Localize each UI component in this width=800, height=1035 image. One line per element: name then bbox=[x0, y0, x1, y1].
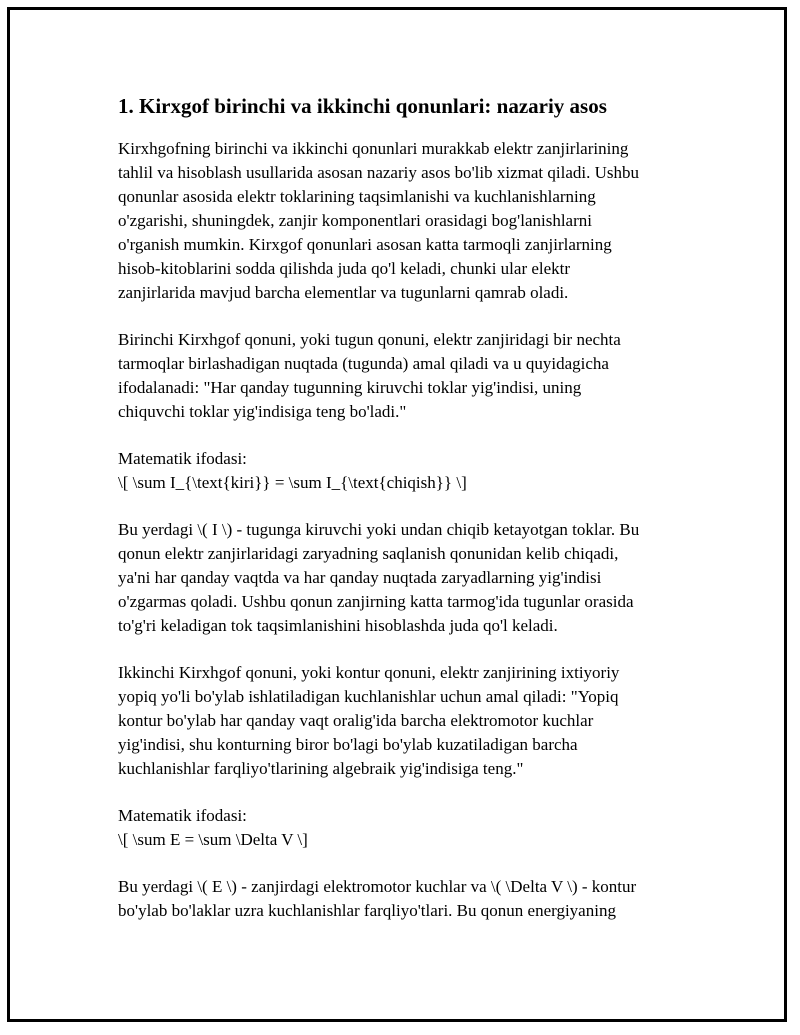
paragraph bbox=[118, 328, 693, 424]
text-line: Bu yerdagi \( E \) - zanjirdagi elektromotor kuchlar va \( \Delta V \) - kontur bbox=[118, 877, 637, 896]
text-line: o'rganish mumkin. Kirxgof qonunlari asosan katta tarmoqli zanjirlarning bbox=[118, 235, 612, 254]
paragraph bbox=[118, 447, 693, 495]
text-line: o'zgarmas qoladi. Ushbu qonun zanjirning katta tarmog'ida tugunlar orasida bbox=[118, 592, 634, 611]
text-line: qonun elektr zanjirlaridagi zaryadning saqlanish qonunidan kelib chiqadi, bbox=[118, 544, 619, 563]
text-line: ya'ni har qanday vaqtda va har qanday nuqtada zaryadlarning yig'indisi bbox=[118, 568, 602, 587]
text-line: yopiq yo'li bo'ylab ishlatiladigan kuchlanishlar uchun amal qiladi: "Yopiq bbox=[118, 687, 619, 706]
paragraph bbox=[118, 804, 693, 852]
text-line: tahlil va hisoblash usullarida asosan nazariy asos bo'lib xizmat qiladi. Ushbu bbox=[118, 163, 639, 182]
text-line: ifodalanadi: "Har qanday tugunning kiruvchi toklar yig'indisi, uning bbox=[118, 378, 582, 397]
text-line: kuchlanishlar farqliyo'tlarining algebraik yig'indisiga teng." bbox=[118, 759, 524, 778]
text-line: Ikkinchi Kirxhgof qonuni, yoki kontur qonuni, elektr zanjirining ixtiyoriy bbox=[118, 663, 620, 682]
text-line: Bu yerdagi \( I \) - tugunga kiruvchi yoki undan chiqib ketayotgan toklar. Bu bbox=[118, 520, 640, 539]
text-line: bo'ylab bo'laklar uzra kuchlanishlar farqliyo'tlari. Bu qonun energiyaning bbox=[118, 901, 616, 920]
text-line: Matematik ifodasi: bbox=[118, 449, 247, 468]
text-line: qonunlar asosida elektr toklarining taqsimlanishi va kuchlanishlarning bbox=[118, 187, 596, 206]
text-line: Kirxhgofning birinchi va ikkinchi qonunlari murakkab elektr zanjirlarining bbox=[118, 139, 629, 158]
paragraph-list bbox=[118, 137, 693, 923]
text-line: yig'indisi, shu konturning biror bo'lagi bo'ylab kuzatiladigan barcha bbox=[118, 735, 578, 754]
paragraph bbox=[118, 661, 693, 781]
section-heading: 1. Kirxgof birinchi va ikkinchi qonunlari: nazariy asos bbox=[118, 94, 607, 118]
text-line: chiquvchi toklar yig'indisiga teng bo'ladi." bbox=[118, 402, 407, 421]
text-line: hisob-kitoblarini sodda qilishda juda qo'l keladi, chunki ular elektr bbox=[118, 259, 571, 278]
text-line: tarmoqlar birlashadigan nuqtada (tugunda) amal qiladi va u quyidagicha bbox=[118, 354, 609, 373]
text-line: to'g'ri keladigan tok taqsimlanishini hisoblashda juda qo'l keladi. bbox=[118, 616, 558, 635]
text-line: \[ \sum E = \sum \Delta V \] bbox=[118, 830, 308, 849]
paragraph bbox=[118, 518, 693, 638]
text-line: kontur bo'ylab har qanday vaqt oralig'ida barcha elektromotor kuchlar bbox=[118, 711, 594, 730]
document-body bbox=[118, 92, 693, 946]
text-line: \[ \sum I_{\text{kiri}} = \sum I_{\text{chiqish}} \] bbox=[118, 473, 467, 492]
text-line: zanjirlarida mavjud barcha elementlar va tugunlarni qamrab oladi. bbox=[118, 283, 569, 302]
text-line: Birinchi Kirxhgof qonuni, yoki tugun qonuni, elektr zanjiridagi bir nechta bbox=[118, 330, 621, 349]
text-line: o'zgarishi, shuningdek, zanjir komponentlari orasidagi bog'lanishlarni bbox=[118, 211, 592, 230]
paragraph bbox=[118, 875, 693, 923]
paragraph bbox=[118, 137, 693, 305]
text-line: Matematik ifodasi: bbox=[118, 806, 247, 825]
